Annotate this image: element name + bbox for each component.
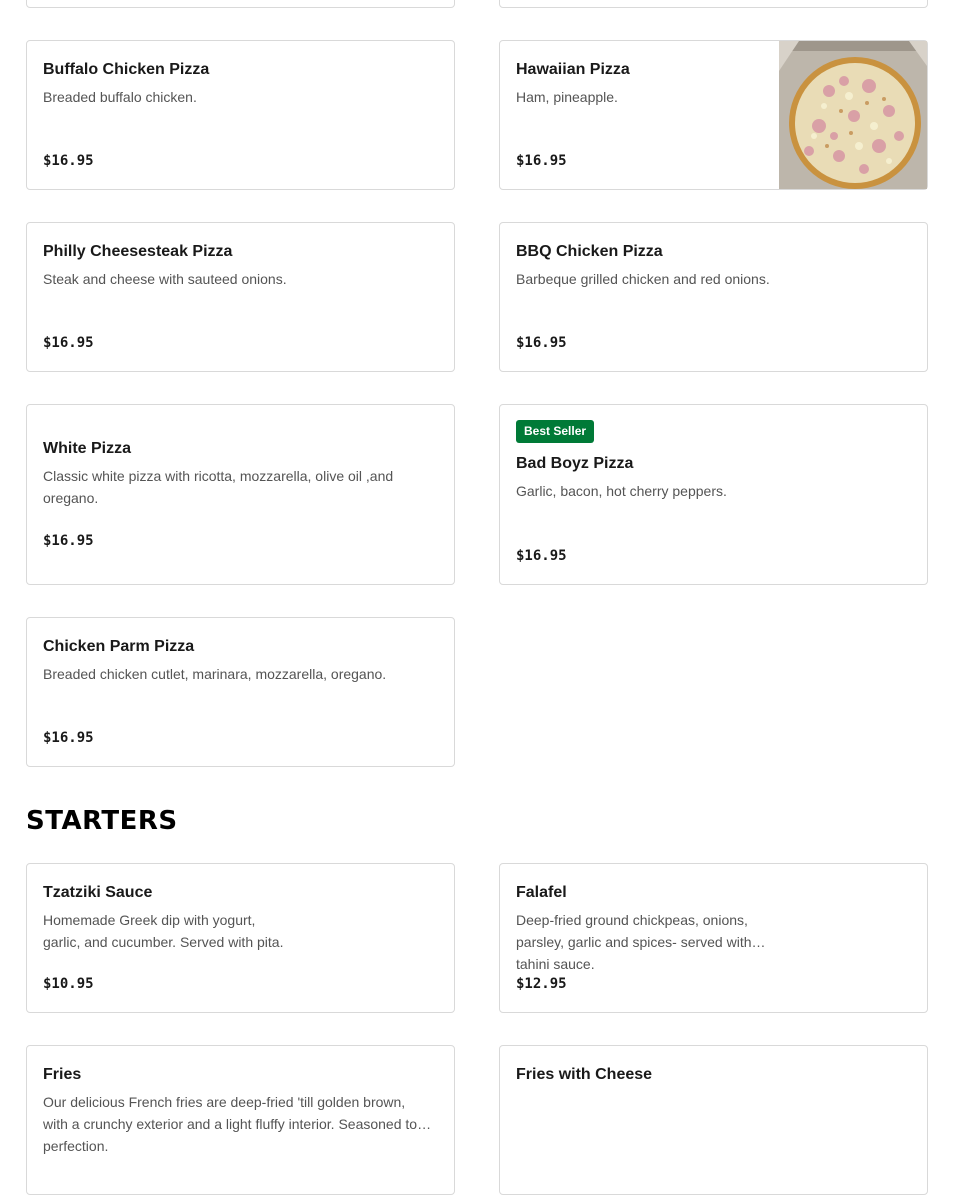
item-price: $12.95 <box>516 976 567 992</box>
item-price: $16.95 <box>516 548 567 564</box>
menu-item-card[interactable] <box>499 0 928 8</box>
item-price: $16.95 <box>43 730 94 746</box>
item-title: Chicken Parm Pizza <box>43 638 195 655</box>
item-description: Our delicious French fries are deep-fried 'till golden brown, with a crunchy exterior and a light fluffy interior. Seasoned to perfection. <box>43 1094 418 1154</box>
menu-item-card[interactable] <box>26 0 455 8</box>
item-description: Deep-fried ground chickpeas, onions, parsley, garlic and spices- served with tahini sauce. <box>516 912 752 972</box>
item-title: White Pizza <box>43 440 132 457</box>
menu-item-bbq-chicken-pizza[interactable] <box>499 222 928 372</box>
menu-item-falafel[interactable] <box>499 863 928 1013</box>
item-price: $16.95 <box>516 153 567 169</box>
item-description: Garlic, bacon, hot cherry peppers. <box>516 483 727 499</box>
item-title: Buffalo Chicken Pizza <box>43 61 210 78</box>
item-price: $10.95 <box>43 976 94 992</box>
menu-item-chicken-parm-pizza[interactable] <box>26 617 455 767</box>
item-title: Philly Cheesesteak Pizza <box>43 243 233 260</box>
menu-item-philly-cheesesteak-pizza[interactable] <box>26 222 455 372</box>
item-price: $16.95 <box>43 335 94 351</box>
item-title: Bad Boyz Pizza <box>516 455 634 472</box>
menu-item-tzatziki-sauce[interactable] <box>26 863 455 1013</box>
item-description: Breaded buffalo chicken. <box>43 89 197 105</box>
menu-item-bad-boyz-pizza[interactable] <box>499 404 928 585</box>
item-description: Breaded chicken cutlet, marinara, mozzarella, oregano. <box>43 666 387 682</box>
menu-item-fries[interactable] <box>26 1045 455 1195</box>
item-description: Classic white pizza with ricotta, mozzarella, olive oil ,and oregano. <box>43 468 394 506</box>
item-title: Fries <box>43 1066 82 1083</box>
best-seller-badge: Best Seller <box>516 420 594 443</box>
item-title: Hawaiian Pizza <box>516 61 630 78</box>
item-description: Ham, pineapple. <box>516 89 618 105</box>
item-price: $16.95 <box>43 153 94 169</box>
item-title: Tzatziki Sauce <box>43 884 153 901</box>
item-title: Falafel <box>516 884 567 901</box>
item-price: $16.95 <box>516 335 567 351</box>
hawaiian-pizza-photo <box>779 41 927 189</box>
item-title: BBQ Chicken Pizza <box>516 243 663 260</box>
item-price: $16.95 <box>43 533 94 549</box>
item-title: Fries with Cheese <box>516 1066 653 1083</box>
item-description: Homemade Greek dip with yogurt, garlic, and cucumber. Served with pita. <box>43 912 284 950</box>
menu-item-white-pizza[interactable] <box>26 404 455 585</box>
menu-item-hawaiian-pizza[interactable] <box>499 40 928 190</box>
item-description: Barbeque grilled chicken and red onions. <box>516 271 770 287</box>
menu-item-buffalo-chicken-pizza[interactable] <box>26 40 455 190</box>
item-description: Steak and cheese with sauteed onions. <box>43 271 287 287</box>
menu-item-fries-with-cheese[interactable] <box>499 1045 928 1195</box>
section-heading-starters: STARTERS <box>26 806 178 836</box>
